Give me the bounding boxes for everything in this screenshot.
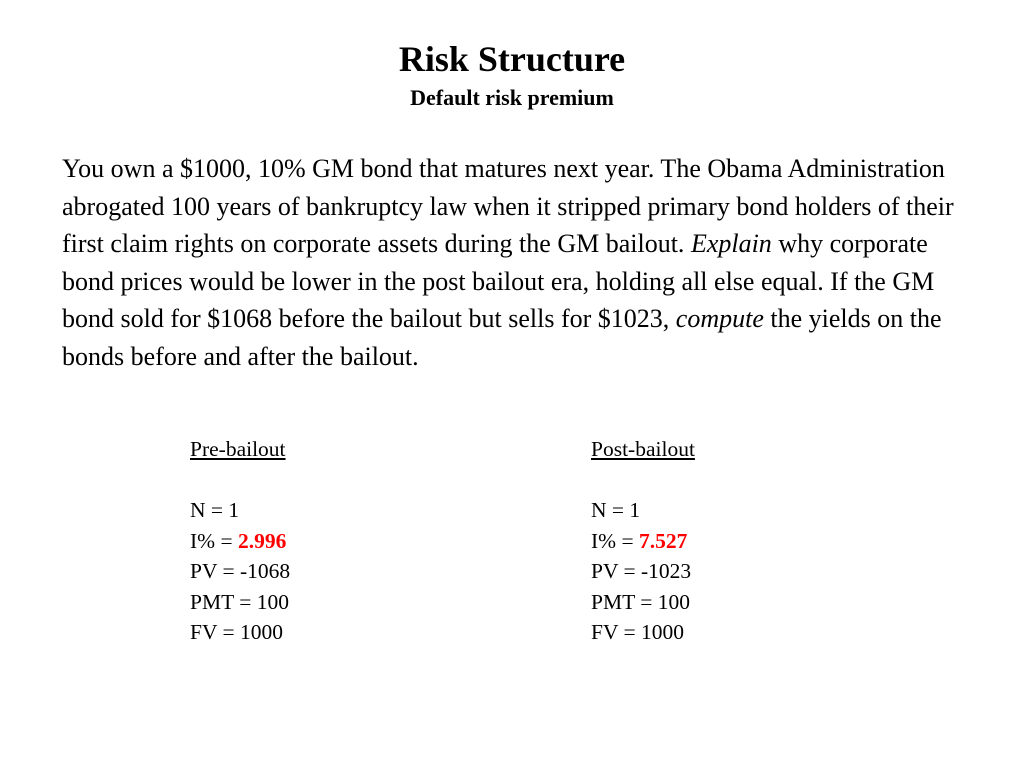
pre-bailout-pv: PV = -1068 bbox=[190, 559, 291, 583]
pre-bailout-pmt: PMT = 100 bbox=[190, 589, 289, 614]
post-bailout-column bbox=[591, 434, 695, 648]
post-bailout-fv: FV = 1000 bbox=[591, 620, 684, 644]
pre-bailout-fv: FV = 1000 bbox=[190, 620, 283, 644]
paragraph-emphasis-explain: Explain bbox=[690, 229, 772, 258]
post-bailout-i-value: 7.527 bbox=[638, 528, 688, 553]
pre-bailout-i-value: 2.996 bbox=[237, 528, 287, 553]
slide-subtitle: Default risk premium bbox=[410, 85, 614, 110]
post-bailout-pmt: PMT = 100 bbox=[591, 589, 690, 614]
problem-paragraph bbox=[62, 150, 982, 375]
post-bailout-heading: Post-bailout bbox=[591, 437, 695, 461]
slide-title: Risk Structure bbox=[398, 39, 626, 79]
post-bailout-i-row bbox=[591, 526, 695, 557]
post-bailout-i-label: I% = bbox=[591, 528, 639, 553]
post-bailout-n: N = 1 bbox=[591, 498, 641, 522]
post-bailout-pv: PV = -1023 bbox=[591, 559, 692, 583]
spacer bbox=[190, 465, 290, 496]
pre-bailout-heading: Pre-bailout bbox=[190, 437, 286, 461]
paragraph-part-1: You own a $1000, 10% GM bond that matures next year. The Obama Administration abrogated 100 years of bankruptcy law when it stripped primary bond holders of their first claim rights on corporate assets during the GM bailout. bbox=[62, 154, 954, 258]
paragraph-emphasis-compute: compute bbox=[675, 304, 764, 333]
pre-bailout-column bbox=[190, 434, 290, 648]
paragraph-part-2: why corporate bond prices would be lower in the post bailout era, holding all else equal. If the GM bond sold for $1068 before the bailout but sells for $1023, bbox=[62, 229, 935, 333]
pre-bailout-n: N = 1 bbox=[190, 498, 240, 522]
spacer bbox=[591, 465, 695, 496]
pre-bailout-i-label: I% = bbox=[190, 528, 238, 553]
pre-bailout-i-row bbox=[190, 526, 290, 557]
paragraph-part-3: the yields on the bonds before and after the bailout. bbox=[62, 304, 942, 371]
